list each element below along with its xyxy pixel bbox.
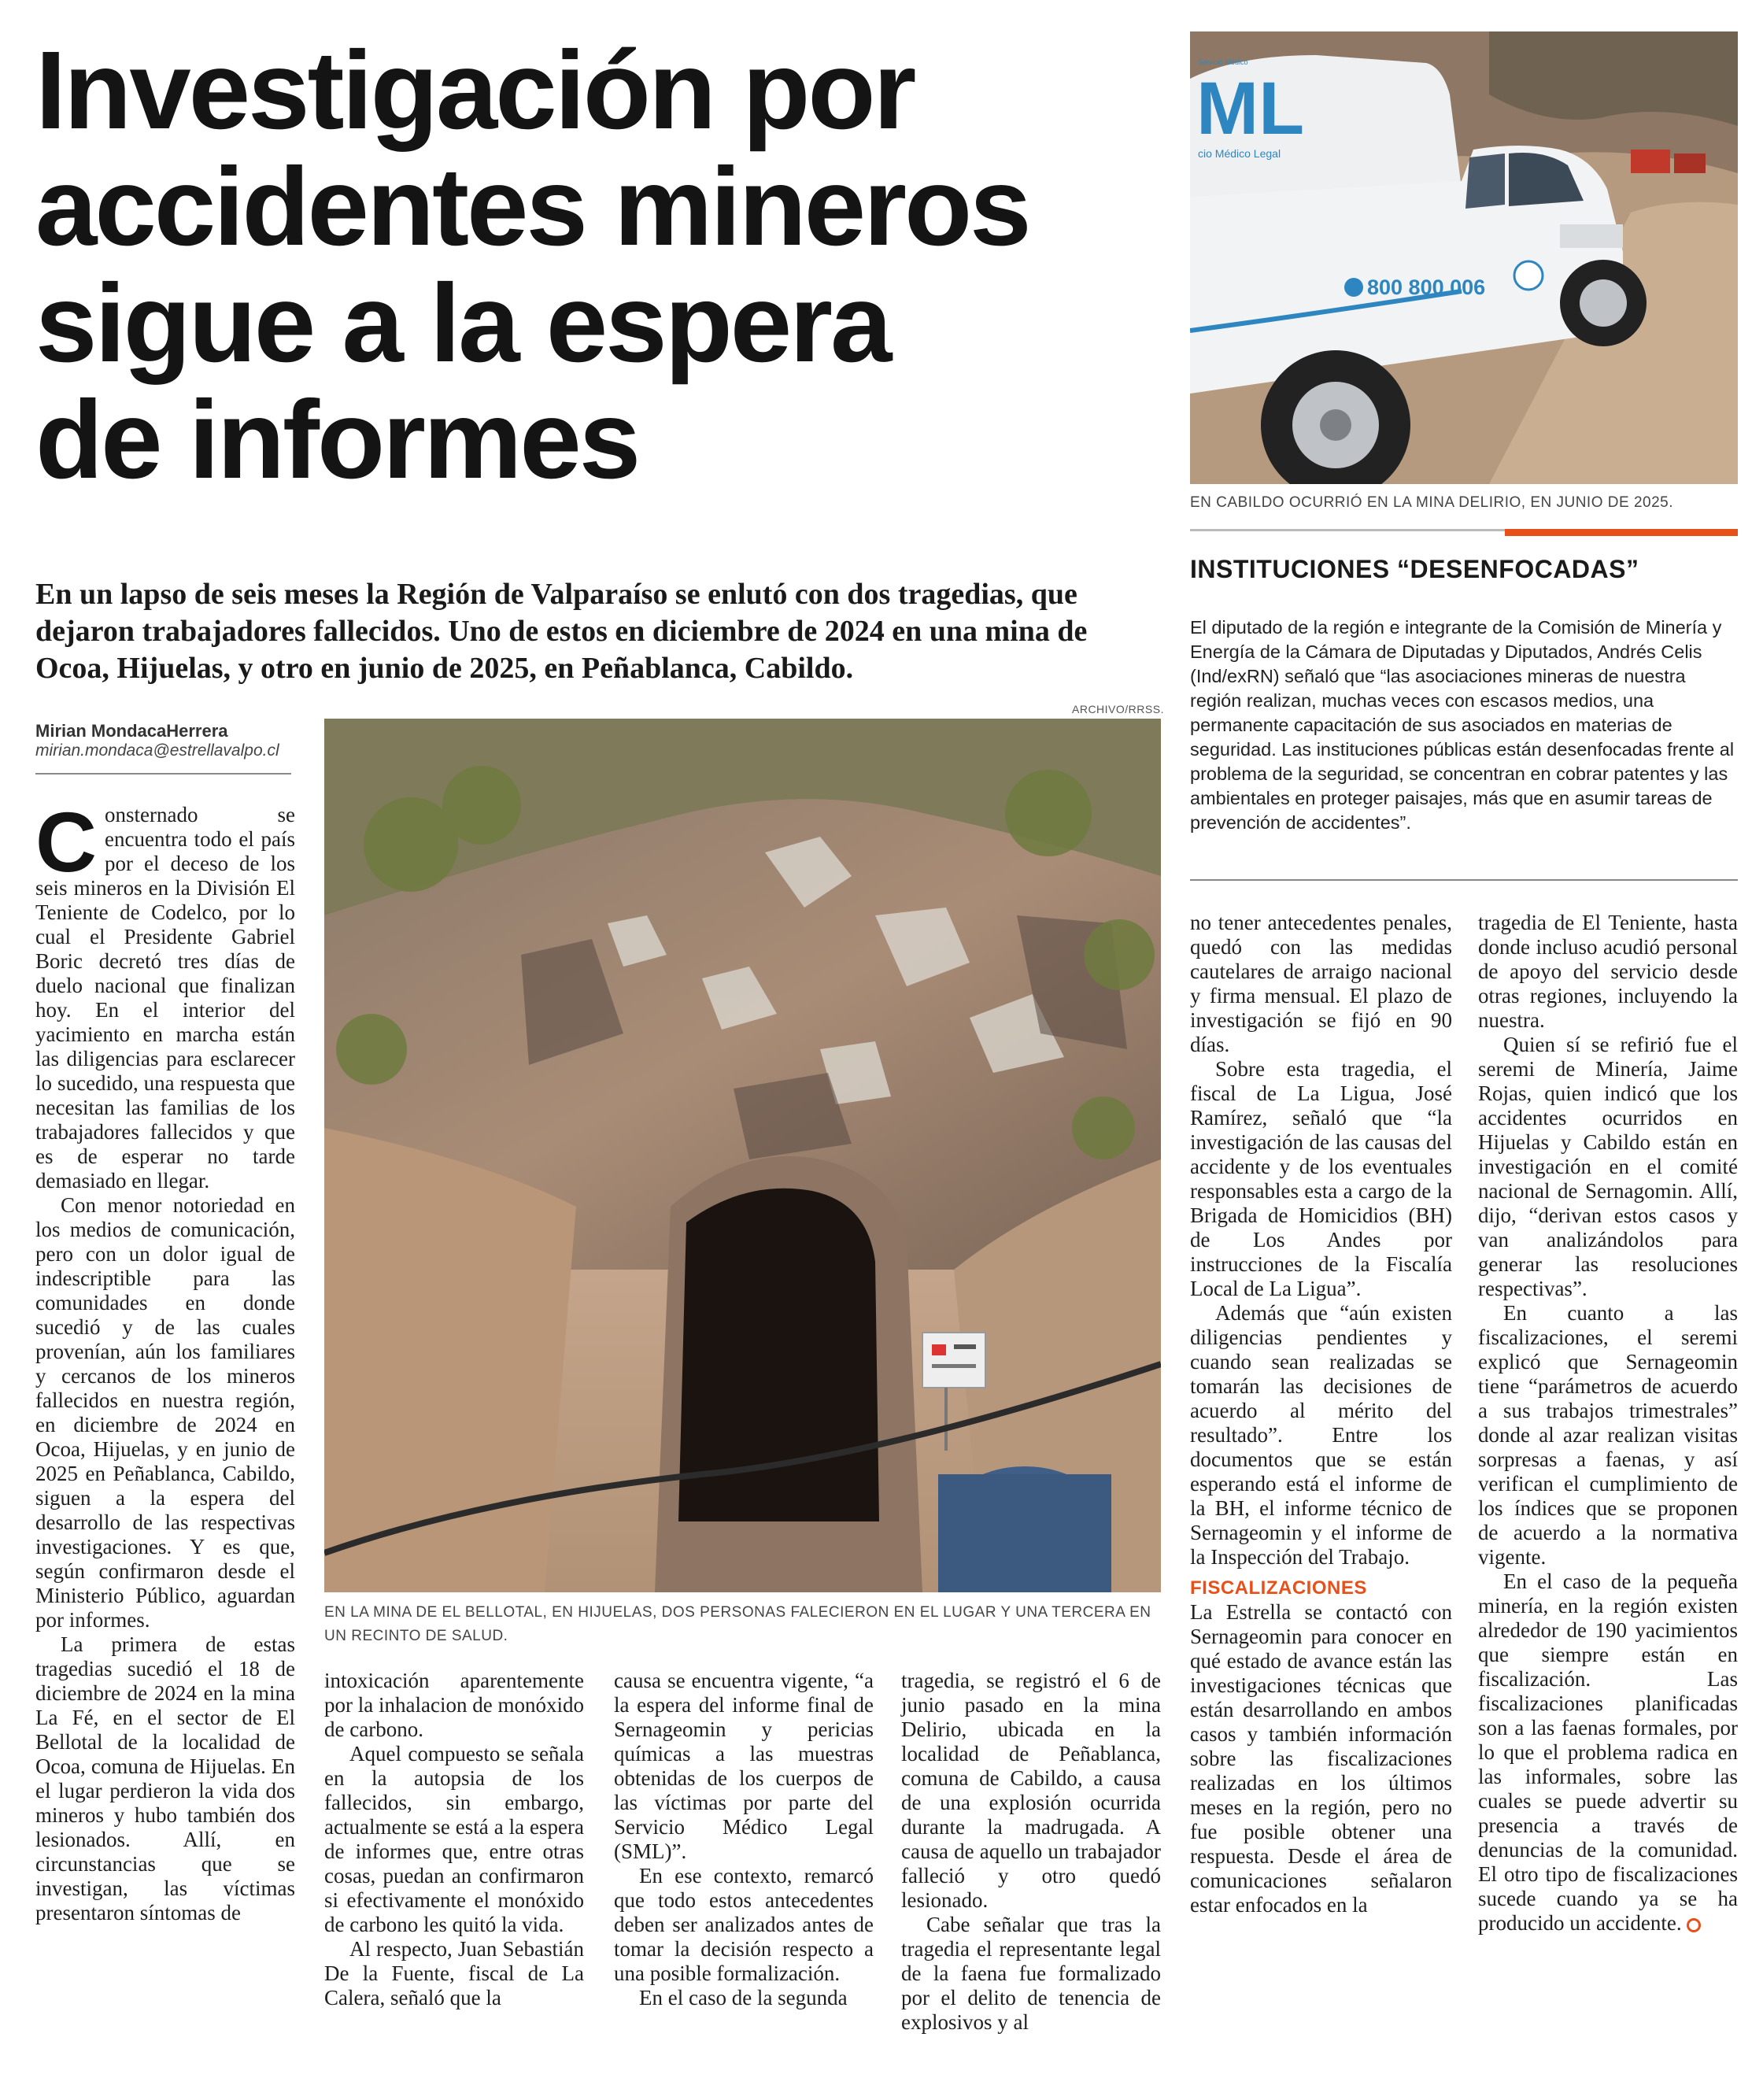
- sidebar-box-title: INSTITUCIONES “DESENFOCADAS”: [1190, 555, 1639, 583]
- sidebar-box-divider: [1190, 879, 1738, 881]
- headline-line-4: de informes: [35, 377, 639, 501]
- paragraph-text: onsternado se encuentra todo el país por el deceso de los seis mineros en la División El Teniente de Codelco, por lo cual el Presidente Gabriel Boric decretó tres días de duelo nacional que finalizan hoy. En el interior del yacimiento en marcha están las diligencias para esclarecer lo sucedido, una respuesta que necesitan las familias de los trabajadores fallecidos y que es de esperar no tarde demasiado en llegar.: [35, 803, 295, 1192]
- byline-divider: [35, 773, 291, 775]
- lead-paragraph: En un lapso de seis meses la Región de Valparaíso se enlutó con dos tragedias, que dejaron trabajadores fallecidos. Uno de estos en diciembre de 2024 en una mina de Ocoa, Hijuelas, y otro en junio de 2025, en Peñablanca, Cabildo.: [35, 578, 1088, 685]
- article-paragraph: Cabe señalar que tras la tragedia el representante legal de la faena fue formalizado por el delito de tenencia de explosivos y al: [901, 1913, 1161, 2034]
- headline-line-3: sigue a la espera: [35, 261, 890, 385]
- article-paragraph: Sobre esta tragedia, el fiscal de La Ligua, José Ramírez, señaló que “la investigación de las causas del accidente y de los eventuales responsables esta a cargo de la Brigada de Homicidios (BH) de Los Andes por instrucciones de la Fiscalía Local de La Ligua”.: [1190, 1057, 1452, 1300]
- drop-cap: C: [35, 794, 97, 889]
- byline-author: Mirian MondacaHerrera: [35, 721, 228, 741]
- article-paragraph: Quien sí se refirió fue el seremi de Minería, Jaime Rojas, quien indicó que los accidentes ocurridos en Hijuelas y Cabildo están en investigación en el comité nacional de Sernagomin. Allí, dijo, “derivan estos casos y van analizándolos para generar las resoluciones respectivas”.: [1478, 1033, 1738, 1300]
- article-column-3: [614, 1669, 874, 2010]
- article-column-4: [901, 1669, 1161, 2035]
- truck-service-label: cio Médico Legal: [1198, 147, 1281, 160]
- headline-line-1: Investigación por: [35, 28, 915, 152]
- article-paragraph: En ese contexto, remarcó que todo estos antecedentes deben ser analizados antes de tomar la decisión respecto a una posible formalización.: [614, 1864, 874, 1985]
- headline-line-2: accidentes mineros: [35, 144, 1029, 268]
- main-photo-caption: EN LA MINA DE EL BELLOTAL, EN HIJUELAS, DOS PERSONAS FALECIERON EN EL LUGAR Y UNA TERCERA EN UN RECINTO DE SALUD.: [324, 1604, 1151, 1644]
- article-column-2: [324, 1669, 584, 2010]
- sidebar-box-text: El diputado de la región e integrante de la Comisión de Minería y Energía de la Cámara de Diputadas y Diputados, Andrés Celis (Ind/exRN) señaló que “las asociaciones mineras de nuestra región realizan, muchas veces con escasos medios, una permanente capacitación de sus asociados en materias de seguridad. Las instituciones públicas están desenfocadas frente al problema de la seguridad, se concentran en cobrar patentes y las ambientales en proteger paisajes, más que en asumir tareas de prevención de accidentes”.: [1190, 617, 1735, 833]
- box-accent-bar: [1505, 529, 1738, 536]
- article-paragraph: En el caso de la segunda: [639, 1986, 848, 2009]
- section-subhead: FISCALIZACIONES: [1190, 1577, 1367, 1599]
- article-paragraph: Al respecto, Juan Sebastián De la Fuente, fiscal de La Calera, señaló que la: [324, 1937, 584, 2009]
- article-paragraph: [35, 794, 295, 1193]
- truck-small-label: Servicio Médico: [1198, 58, 1248, 66]
- article-paragraph: tragedia de El Teniente, hasta donde incluso acudió personal de apoyo del servicio desde otras regiones, incluyendo la nuestra.: [1478, 911, 1738, 1032]
- article-paragraph: [1478, 1569, 1738, 1935]
- headline: [35, 28, 1169, 501]
- article-paragraph: En cuanto a las fiscalizaciones, el seremi explicó que Sernageomin tiene “parámetros de acuerdo a sus trabajos trimestrales” donde al azar realizan visitas sorpresas a faenas, y así verifican el cumplimiento de los índices que se proponen de acuerdo a la normativa vigente.: [1478, 1301, 1738, 1569]
- article-paragraph: tragedia, se registró el 6 de junio pasado en la mina Delirio, ubicada en la localidad de Peñablanca, comuna de Cabildo, a causa de una explosión ocurrida durante la madrugada. A causa de aquello un trabajador falleció y otro quedó lesionado.: [901, 1669, 1161, 1912]
- article-column-1: [35, 794, 295, 1925]
- box-top-rule: [1190, 529, 1505, 531]
- mine-entrance-photo: [324, 719, 1161, 1592]
- truck-logo: ML: [1196, 67, 1305, 150]
- article-paragraph: Aquel compuesto se señala en la autopsia de los fallecidos, sin embargo, actualmente se está a la espera de informes que, entre otras cosas, puedan an confirmaron si efectivamente el monóxido de carbono les quitó la vida.: [324, 1742, 584, 1936]
- end-of-article-icon: [1687, 1918, 1701, 1932]
- paragraph-text: En el caso de la pequeña minería, en la región existen alrededor de 190 yacimientos que siempre están en fiscalización. Las fiscalizaciones planificadas son a las faenas formales, por lo que el problema radica en las informales, sobre las cuales se puede advertir su presencia a través de denuncias de la comunidad. El otro tipo de fiscalizaciones sucede cuando ya se ha producido un accidente.: [1478, 1569, 1738, 1935]
- article-column-5: [1190, 911, 1452, 1917]
- photo-credit: ARCHIVO/RRSS.: [1072, 703, 1164, 715]
- article-column-6: [1478, 911, 1738, 1935]
- article-paragraph: La primera de estas tragedias sucedió el 18 de diciembre de 2024 en la mina La Fé, en el sector de El Bellotal de la localidad de Ocoa, comuna de Hijuelas. En el lugar perdieron la vida dos mineros y hubo también dos lesionados. Allí, en circunstancias que se investigan, las víctimas presentaron síntomas de: [35, 1632, 295, 1924]
- article-paragraph: La Estrella se contactó con Sernageomin para conocer en qué estado de avance están las investigaciones técnicas que están desarrollando en ambos casos y también información sobre las fiscalizaciones realizadas en los últimos meses en la región, pero no fue posible obtener una respuesta. Desde el área de comunicaciones señalaron estar enfocados en la: [1190, 1600, 1452, 1917]
- article-paragraph: Además que “aún existen diligencias pendientes y cuando sean realizadas se tomarán las decisiones de acuerdo al mérito del resultado”. Entre los documentos que se están esperando está el informe de la BH, el informe técnico de Sernageomin y el informe de la Inspección del Trabajo.: [1190, 1301, 1452, 1569]
- article-paragraph: causa se encuentra vigente, “a la espera del informe final de Sernageomin y pericias químicas a las muestras obtenidas de los cuerpos de las víctimas por parte del Servicio Médico Legal (SML)”.: [614, 1669, 874, 1863]
- truck-phone-number: 800 800 006: [1367, 275, 1486, 299]
- article-paragraph: Con menor notoriedad en los medios de comunicación, pero con un dolor igual de indescriptible para las comunidades en donde sucedió y de las cuales provenían, aún los familiares y cercanos de los mineros fallecidos en nuestra región, en diciembre de 2024 en Ocoa, Hijuelas, y en junio de 2025 en Peñablanca, Cabildo, siguen a la espera del desarrollo de las respectivas investigaciones. Y es que, según confirmaron desde el Ministerio Público, aguardan por informes.: [35, 1193, 295, 1632]
- byline-email[interactable]: mirian.mondaca@estrellavalpo.cl: [35, 741, 279, 760]
- sml-truck-photo: [1190, 31, 1738, 484]
- article-paragraph: no tener antecedentes penales, quedó con las medidas cautelares de arraigo nacional y firma mensual. El plazo de investigación se fijó en 90 días.: [1190, 911, 1452, 1056]
- article-paragraph: intoxicación aparentemente por la inhalacion de monóxido de carbono.: [324, 1669, 584, 1741]
- top-photo-caption: EN CABILDO OCURRIÓ EN LA MINA DELIRIO, EN JUNIO DE 2025.: [1190, 494, 1673, 511]
